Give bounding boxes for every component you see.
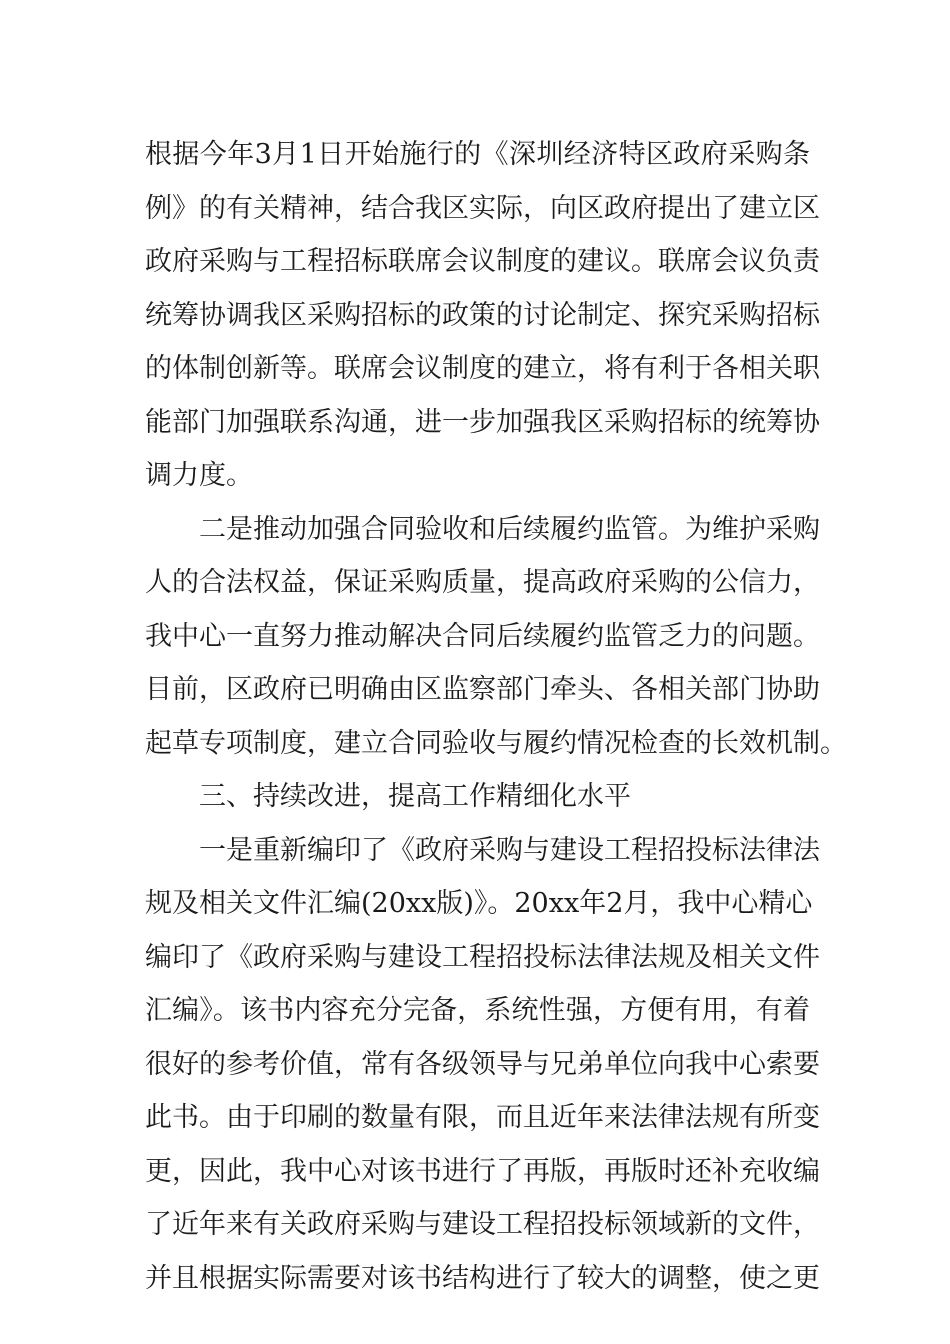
text-line: 人的合法权益，保证采购质量，提高政府采购的公信力，: [145, 567, 820, 598]
text-line: 例》的有关精神，结合我区实际，向区政府提出了建立区: [145, 192, 820, 224]
text-line: 了近年来有关政府采购与建设工程招投标领域新的文件，: [145, 1209, 820, 1240]
text-line: 更，因此，我中心对该书进行了再版，再版时还补充收编: [145, 1155, 820, 1187]
paragraph-first-line: 一是重新编印了《政府采购与建设工程招投标法律法: [199, 834, 820, 866]
text-line: 政府采购与工程招标联席会议制度的建议。联席会议负责: [145, 246, 820, 277]
section-heading: 三、持续改进，提高工作精细化水平: [199, 781, 631, 812]
text-line: 此书。由于印刷的数量有限，而且近年来法律法规有所变: [145, 1102, 820, 1133]
text-line: 目前，区政府已明确由区监察部门牵头、各相关部门协助: [145, 674, 820, 705]
text-line: 很好的参考价值，常有各级领导与兄弟单位向我中心索要: [145, 1048, 820, 1080]
text-line: 调力度。: [145, 460, 253, 491]
text-line: 并且根据实际需要对该书结构进行了较大的调整，使之更: [145, 1262, 820, 1294]
text-line: 汇编》。该书内容充分完备，系统性强，方便有用，有着: [145, 995, 810, 1026]
text-line: 规及相关文件汇编(20xx版)》。20xx年2月，我中心精心: [145, 888, 813, 919]
text-line: 我中心一直努力推动解决合同后续履约监管乏力的问题。: [145, 620, 820, 652]
text-line: 起草专项制度，建立合同验收与履约情况检查的长效机制。: [145, 727, 847, 759]
text-line: 的体制创新等。联席会议制度的建立，将有利于各相关职: [145, 353, 820, 384]
document-body: [145, 128, 847, 1305]
text-line: 编印了《政府采购与建设工程招投标法律法规及相关文件: [145, 941, 820, 973]
text-line: 能部门加强联系沟通，进一步加强我区采购招标的统筹协: [145, 406, 820, 438]
paragraph-first-line: 二是推动加强合同验收和后续履约监管。为维护采购: [199, 513, 820, 545]
text-line: 根据今年3月1日开始施行的《深圳经济特区政府采购条: [145, 139, 810, 170]
text-line: 统筹协调我区采购招标的政策的讨论制定、探究采购招标: [145, 299, 820, 331]
